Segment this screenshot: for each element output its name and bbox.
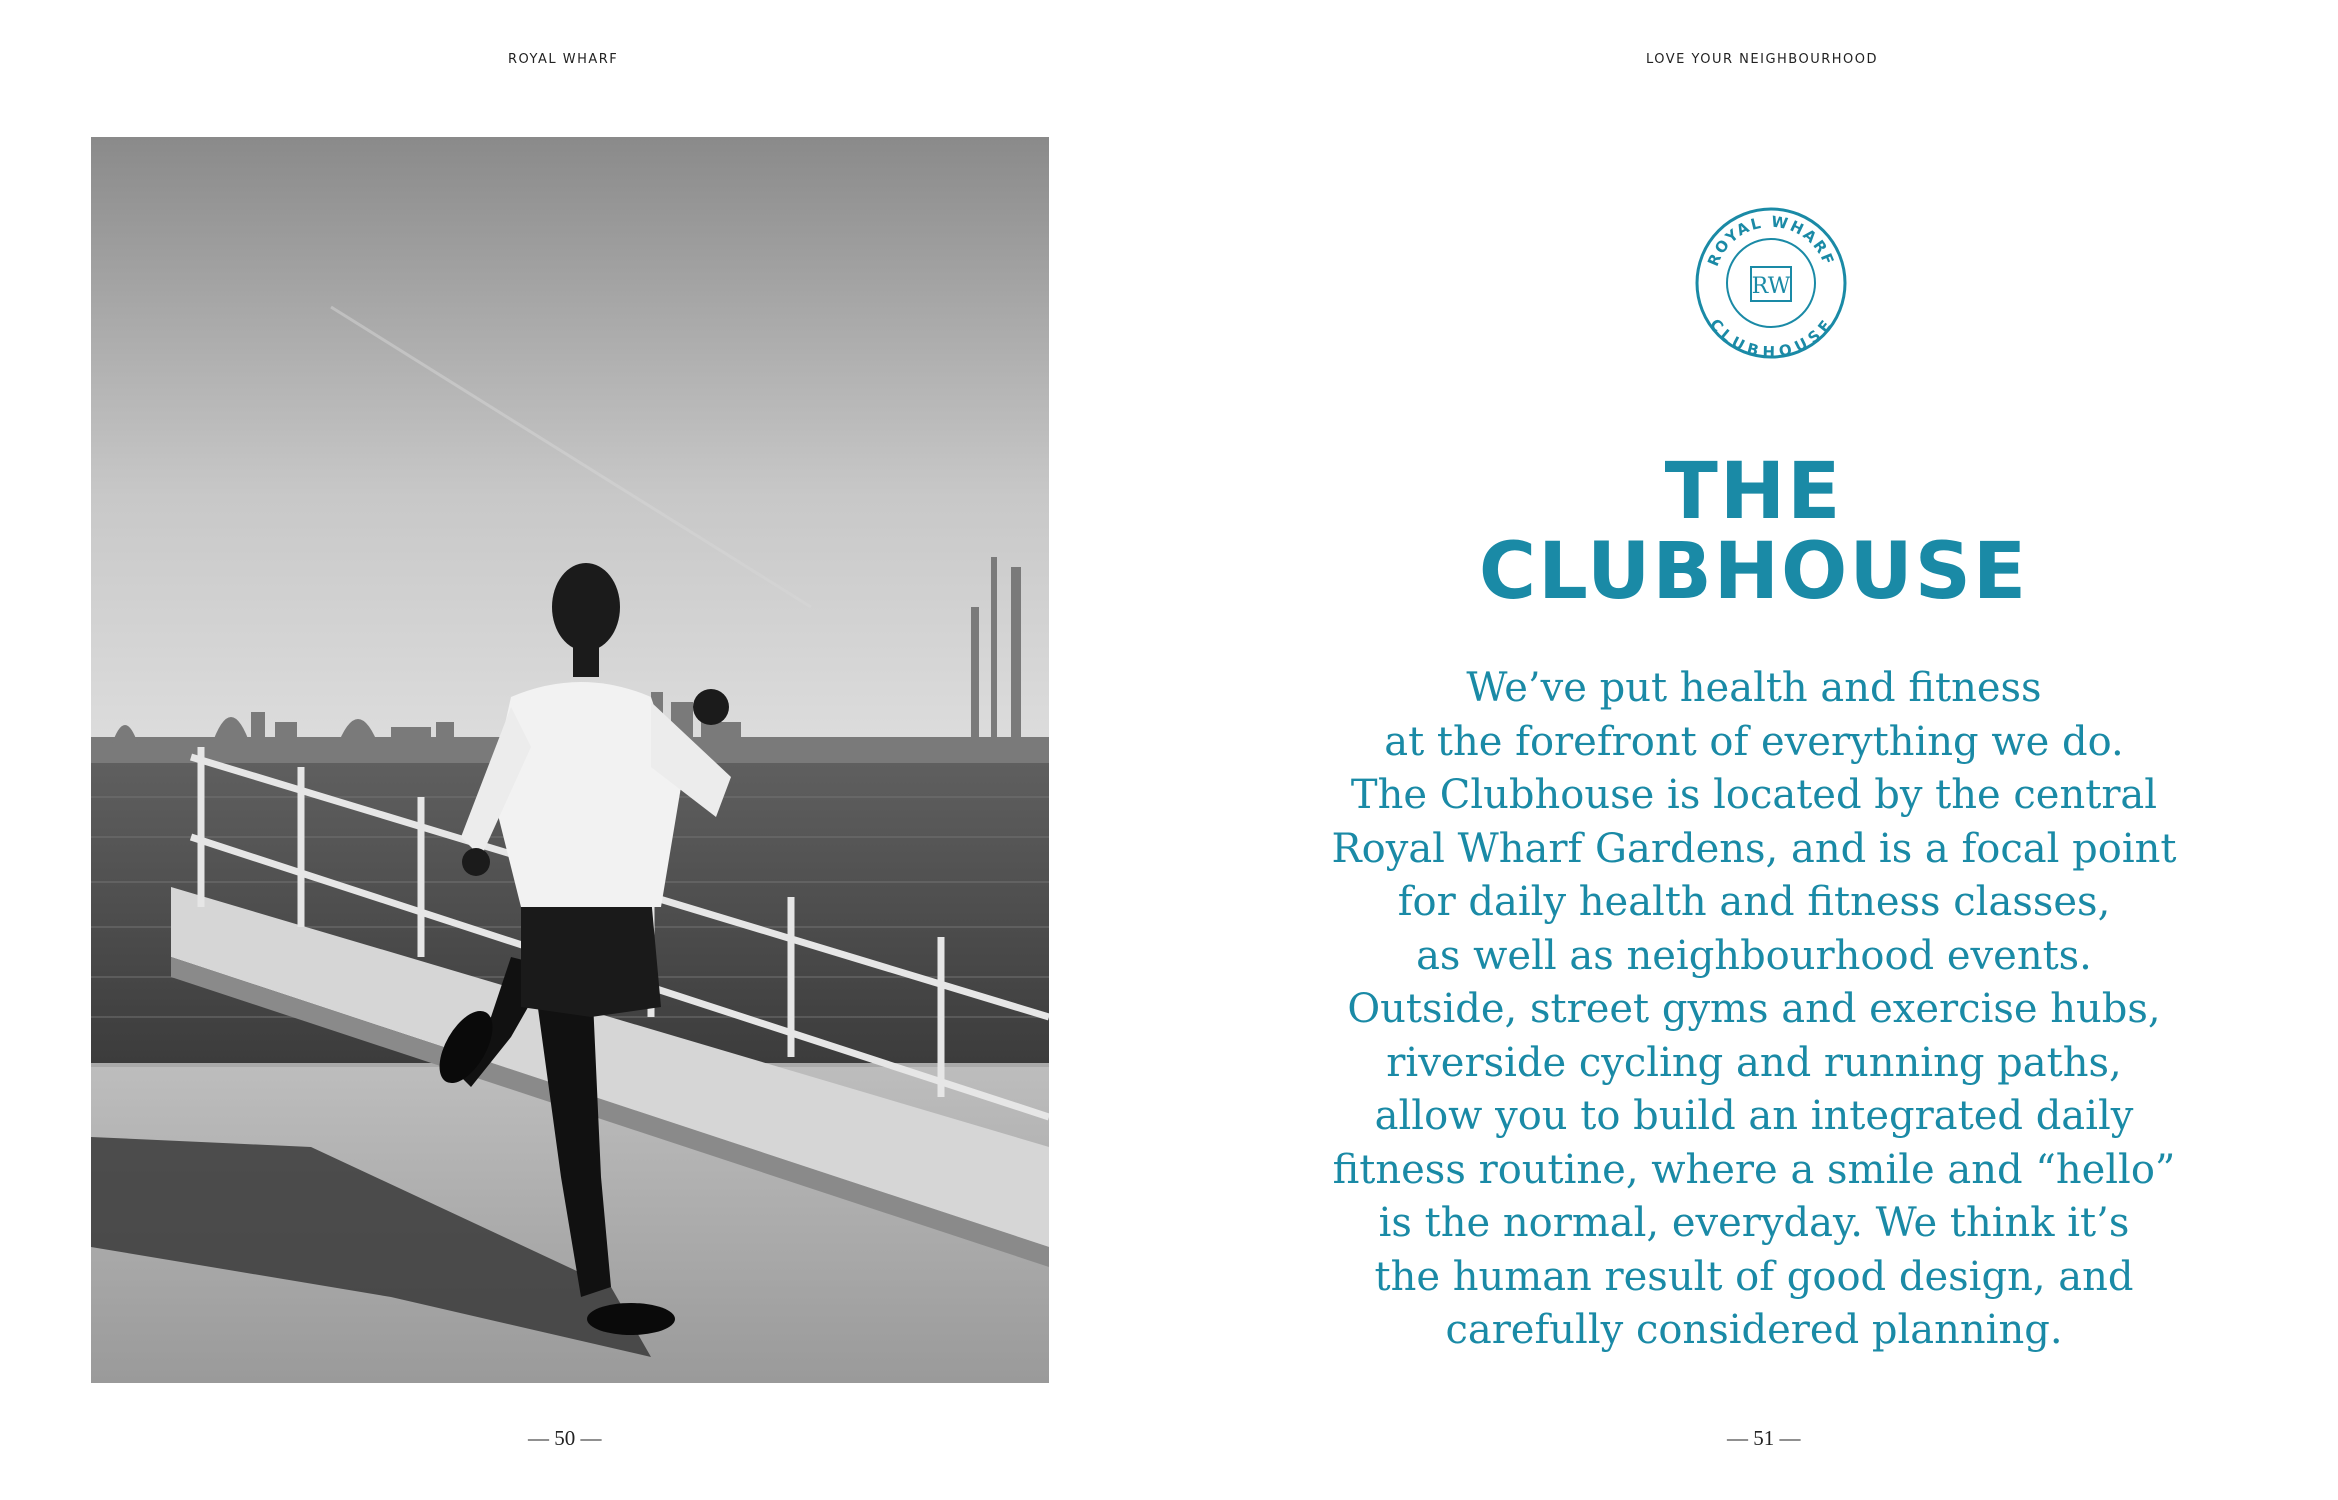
body-line: carefully considered planning. [1445,1307,2063,1353]
svg-text:ROYAL WHARF [1704,212,1838,268]
clubhouse-badge-icon [1693,205,1849,361]
body-paragraph [1319,662,2189,1358]
body-line: at the forefront of everything we do. [1384,718,2124,765]
running-head-right: LOVE YOUR NEIGHBOURHOOD [1646,52,1879,67]
body-line: Outside, street gyms and exercise hubs, [1347,986,2161,1032]
body-line: for daily health and fitness classes, [1397,879,2111,925]
badge-monogram: RW [1751,274,1791,299]
page-number-left: — 50 — [528,1426,602,1450]
body-line: fitness routine, where a smile and “hello” [1332,1146,2176,1193]
body-line: the human result of good design, and [1374,1253,2134,1300]
body-line: is the normal, everyday. We think it’s [1378,1200,2130,1246]
page-number-right: — 51 — [1727,1426,1801,1450]
body-line: as well as neighbourhood events. [1416,932,2092,979]
right-page [1169,0,2338,1500]
badge-bottom-text: CLUBHOUSE [1706,315,1836,361]
body-line: allow you to build an integrated daily [1374,1093,2134,1139]
body-line: riverside cycling and running paths, [1386,1039,2122,1086]
runner-photo [91,137,1049,1383]
body-line: The Clubhouse is located by the central [1350,772,2158,818]
body-line: We’ve put health and fitness [1466,665,2042,711]
running-head-left: ROYAL WHARF [508,52,619,67]
svg-text:CLUBHOUSE [1706,315,1836,361]
title-line: CLUBHOUSE [1478,527,2029,617]
badge-top-text: ROYAL WHARF [1703,212,1839,269]
runner-photo-icon [91,137,1049,1383]
title-line: THE [1664,447,1843,537]
body-line: Royal Wharf Gardens, and is a focal point [1331,825,2177,872]
page-title [1169,447,2338,617]
